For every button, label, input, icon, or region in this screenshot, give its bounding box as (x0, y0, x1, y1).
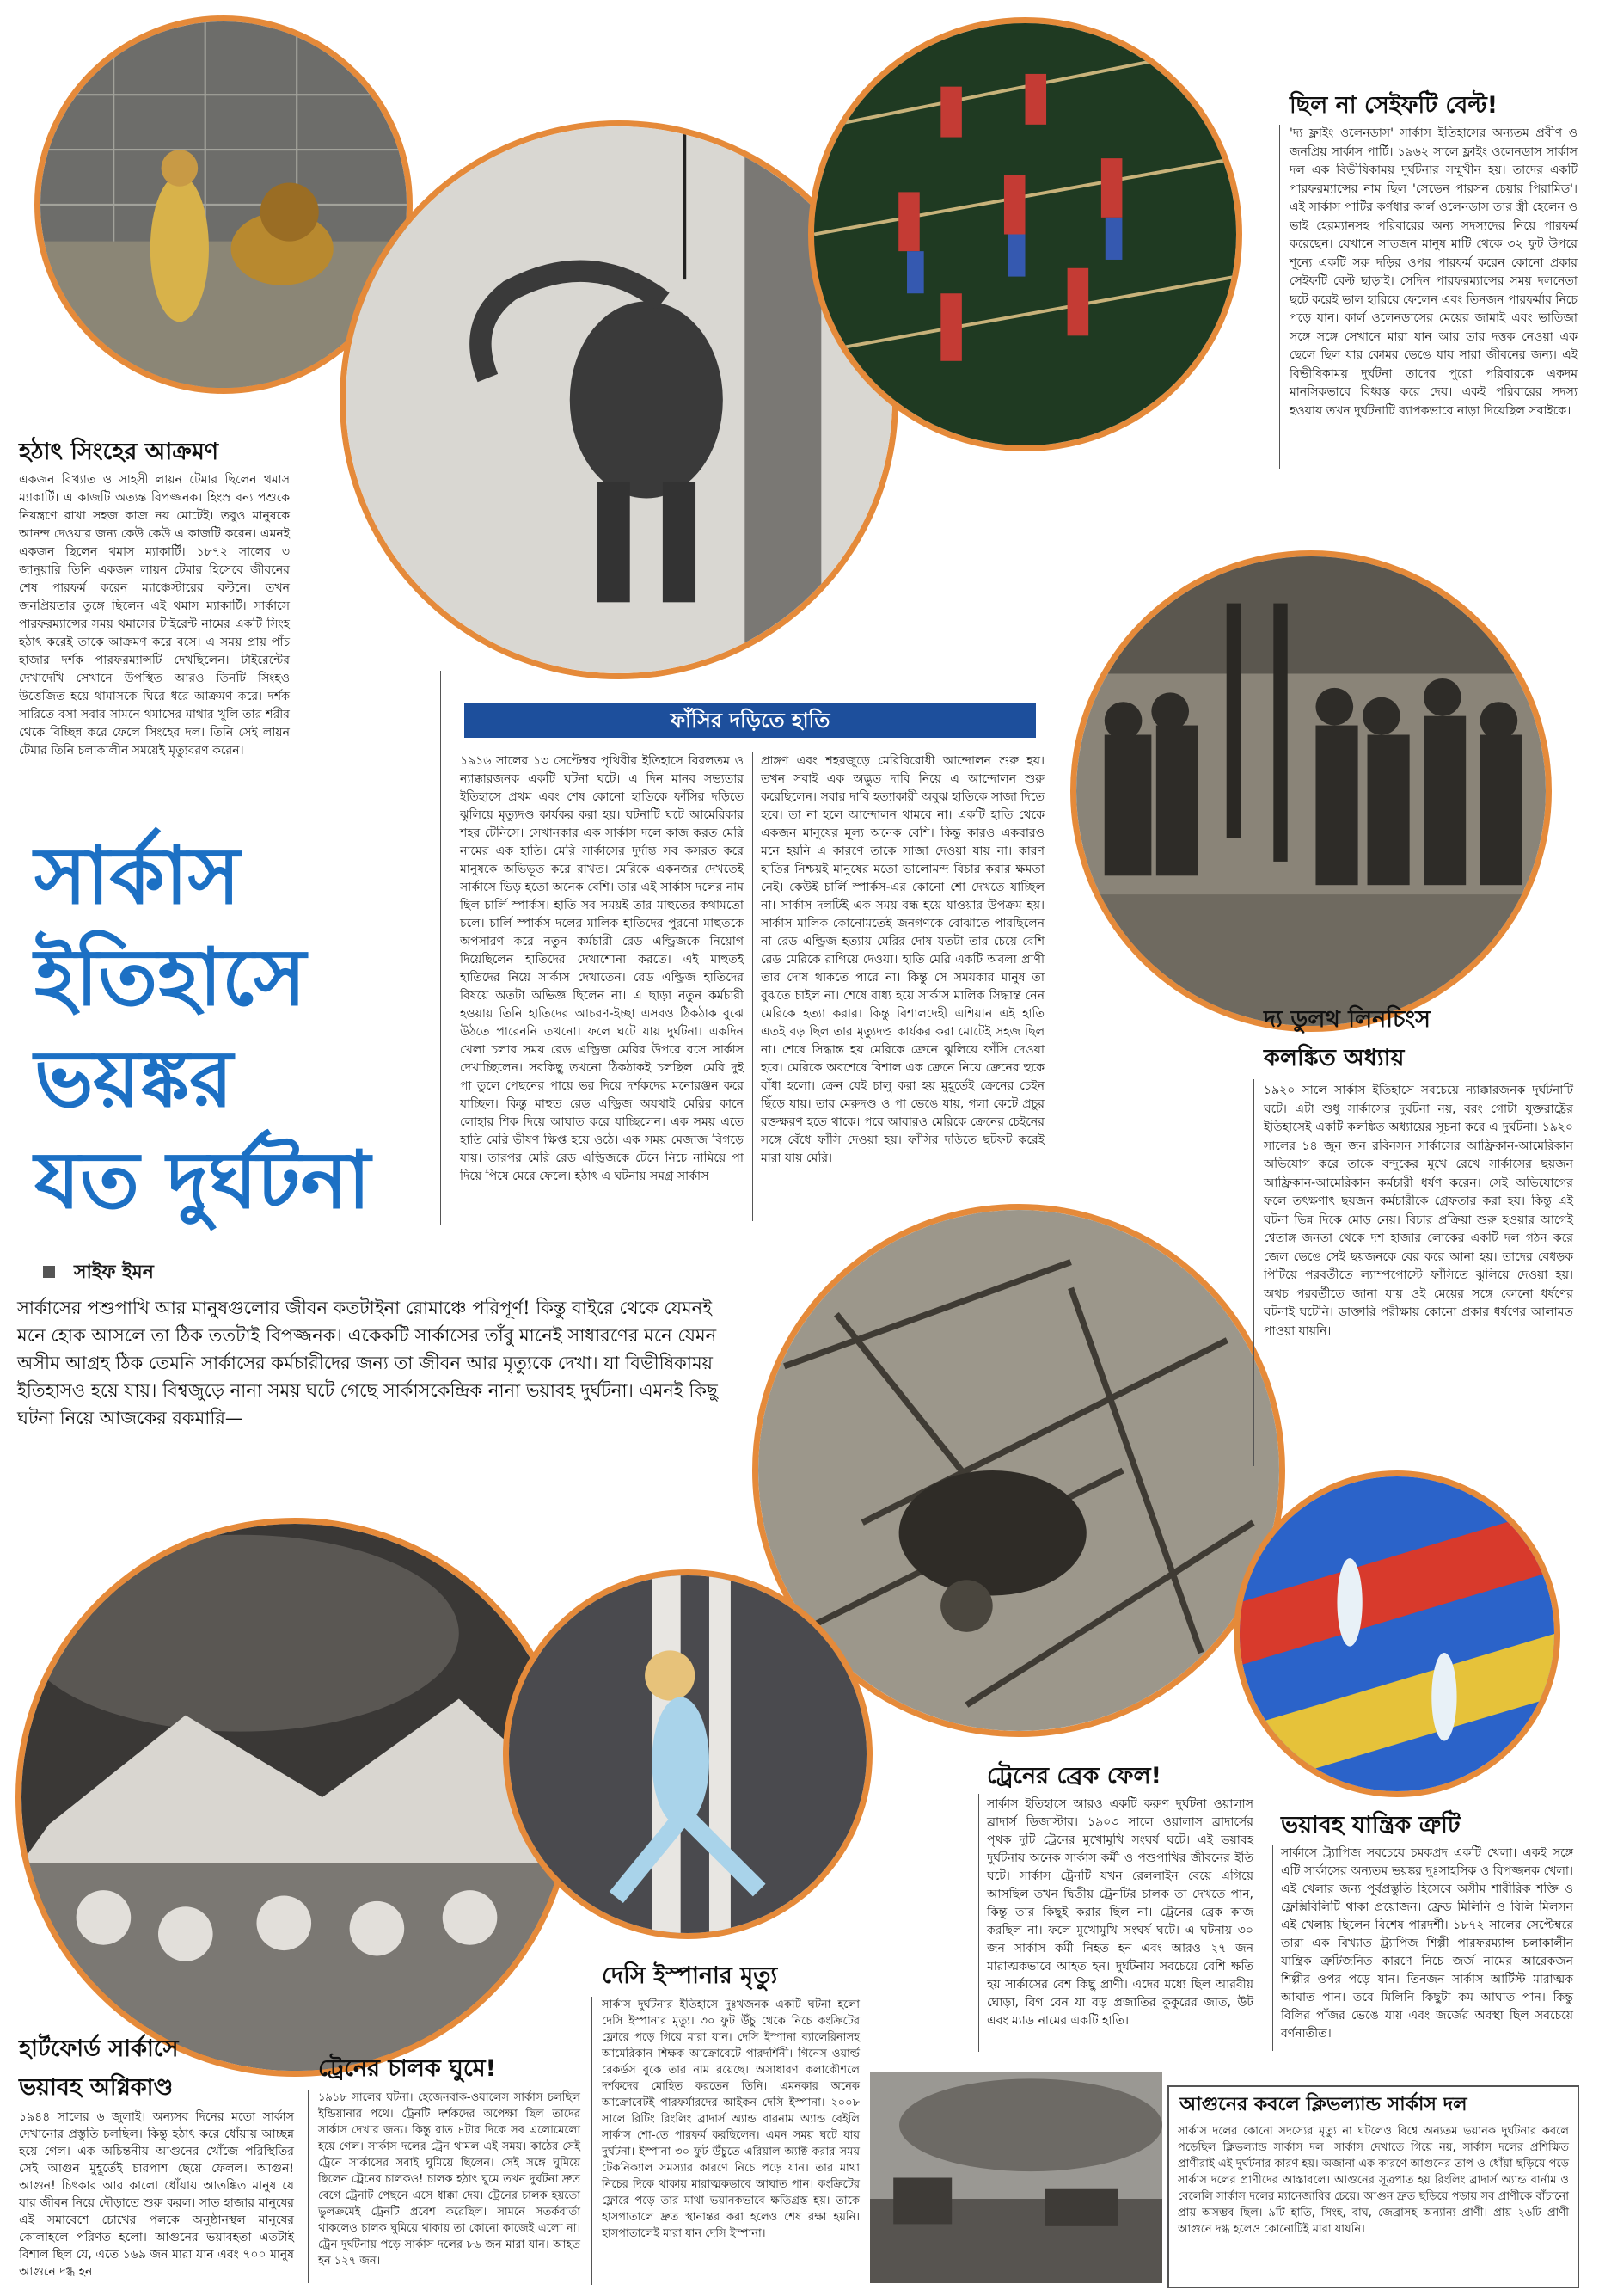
seatbelt-column-rule (1279, 125, 1280, 469)
cleveland-section-box (1167, 2085, 1579, 2288)
aerialist-photo (503, 1569, 873, 1939)
trapeze-photo (1234, 1470, 1560, 1797)
lynching-section-heading-1: দ্য ডুলথ লিনচিংস (1264, 1006, 1431, 1033)
train-column-rule (978, 1794, 979, 2052)
lynching-section-heading-2: কলঙ্কিত অধ্যায় (1264, 1045, 1405, 1071)
seatbelt-section-heading: ছিল না সেইফটি বেল্ট! (1290, 92, 1498, 119)
cleveland-section-heading: আগুনের কবলে ক্লিভল্যান্ড সার্কাস দল (1179, 2094, 1467, 2115)
elephant-left-rule (440, 671, 441, 1225)
duluth-lynching-photo (1070, 550, 1552, 1032)
main-title-line-3: ভয়ঙ্কর (34, 1033, 233, 1125)
driver-section-body: ১৯১৮ সালের ঘটনা। হেজেনবাক-ওয়ালেস সার্কাস চলছিল ইন্ডিয়ানার পথে। ট্রেনটি দর্শকদের অপেক্ষা ছিল তাদের সার্কাস দেখার জন্য। কিন্তু রাত ৪টার দিকে সব এলোমেলো হয়ে গেল। সার্কাস দলের ট্রেন থামল এই সময়। কাঠের সেই ট্রেনে সার্কাসের সবাই ঘুমিয়ে ছিলেন। সেই সঙ্গে ঘুমিয়ে ছিলেন ট্রেনের চালকও! চালক হঠাৎ ঘুমে তখন দুর্ঘটনা দ্রুত বেগে ট্রেনটি পেছনে এসে ধাক্কা দেয়। ট্রেনের চালক হয়তো ভুলক্রমেই ট্রেনটি প্রবেশ করেছিল। সামনে সতর্কবার্তা থাকলেও চালক ঘুমিয়ে থাকায় তা কোনো কাজেই এলো না। ট্রেন দুর্ঘটনায় পড়ে সার্কাস দলের ৮৬ জন মারা যান। আহত হন ১২৭ জন। (318, 2091, 580, 2268)
mechanical-section-heading: ভয়াবহ যান্ত্রিক ত্রুটি (1281, 1812, 1461, 1839)
driver-section-heading: ট্রেনের চালক ঘুমে! (318, 2055, 496, 2082)
byline-author: সাইফ ইমন (74, 1262, 154, 1283)
elephant-section-body-right: প্রাঙ্গণ এবং শহরজুড়ে মেরিবিরোধী আন্দোলন শুরু হয়। তখন সবাই এক অদ্ভুত দাবি নিয়ে এ আন্দোলন শুরু করেছিলেন। সবার দাবি হত্যাকারী অবুঝ হাতিকে সাজা দিতে হবে। তা না হলে আন্দোলন থামবে না। একটি হাতি থেকে একজন মানুষের মূল্য অনেক বেশি। কিন্তু কারও একবারও মনে হয়নি এ কারণে তাকে সাজা দেওয়া যায় না। কারণ হাতির নিশ্চয়ই মানুষের মতো ভালোমন্দ বিচার করার ক্ষমতা নেই। কেউই চার্লি স্পার্কস-এর কোনো শো দেখতে যাচ্ছিল না। সার্কাস দলটিই এক সময় বন্ধ হয়ে যাওয়ার উপক্রম হয়। সার্কাস মালিক কোনোমতেই জনগণকে বোঝাতে পারছিলেন না রেড এল্ড্রিজ হত্যায় মেরির দোষ যতটা তার চেয়ে বেশি রেড মেরিকে রাগিয়ে দেওয়া। হাতি মেরি একটি অবলা প্রাণী তার দোষ থাকতে পারে না। কিন্তু সে সময়কার মানুষ তা বুঝতে চাইল না। শেষে বাধ্য হয়ে সার্কাস মালিক সিদ্ধান্ত নেন মেরিকে হত্যা করার। কিন্তু বিশালদেহী এশিয়ান এই হাতি এতই বড় ছিল তার মৃত্যুদণ্ড কার্যকর করা মোটেই সহজ ছিল না। শেষে সিদ্ধান্ত হয় মেরিকে ক্রেনে ঝুলিয়ে ফাঁসি দেওয়া হবে। মেরিকে অবশেষে বিশাল এক ক্রেনে নিয়ে ক্রেনের হুকে বাঁধা হলো। ক্রেন যেই চালু করা হয় মুহূর্তেই ক্রেনের চেইন ছিঁড়ে যায়। তার মেরুদণ্ড ও পা ভেঙে যায়, গলা কেটে প্রচুর রক্তক্ষরণ হতে থাকে। পরে আবারও মেরিকে ক্রেনের চেইনের সঙ্গে বেঁধে ফাঁসি দেওয়া হয়। ফাঁসির দড়িতে ছটফট করেই মারা যায় মেরি। (761, 754, 1045, 1165)
train-section-heading: ট্রেনের ব্রেক ফেল! (987, 1763, 1161, 1790)
hartford-section-heading-1: হার্টফোর্ড সার্কাসে (19, 2035, 179, 2062)
main-title-line-4: যত দুর্ঘটনা (34, 1134, 371, 1226)
driver-column-rule (308, 2090, 309, 2283)
elephant-middle-rule (752, 752, 753, 1221)
byline-bullet (43, 1266, 55, 1278)
elephant-section-heading: ফাঁসির দড়িতে হাতি (670, 709, 830, 733)
elephant-section-heading-bar (464, 703, 1036, 738)
train-section-body: সার্কাস ইতিহাসে আরও একটি করুণ দুর্ঘটনা ওয়ালাস ব্রাদার্স ডিজাস্টার। ১৯০৩ সালে ওয়ালাস ব্রাদার্সের পৃথক দুটি ট্রেনের মুখোমুখি সংঘর্ষ ঘটে। এই ভয়াবহ দুর্ঘটনায় অনেক সার্কাস কর্মী ও পশুপাখির জীবনের ইতি ঘটে। সার্কাস ট্রেনটি যখন রেললাইন বেয়ে এগিয়ে আসছিল তখন দ্বিতীয় ট্রেনটির চালক তা দেখতে পান, কিন্তু তার কিছুই করার ছিল না। ট্রেনের ব্রেক কাজ করছিল না। ফলে মুখোমুখি সংঘর্ষ ঘটে। এ ঘটনায় ৩০ জন সার্কাস কর্মী নিহত হন এবং আরও ২৭ জন মারাত্মকভাবে আহত হন। দুর্ঘটনায় সবচেয়ে বেশি ক্ষতি হয় সার্কাসের বেশ কিছু প্রাণী। এদের মধ্যে ছিল আরবীয় ঘোড়া, বিগ বেন যা বড় প্রজাতির কুকুরের জাত, উট এবং ম্যাড নামের একটি হাতি। (987, 1797, 1253, 2028)
cleveland-section-body: সার্কাস দলের কোনো সদস্যের মৃত্যু না ঘটলেও বিশ্বে অন্যতম ভয়ানক দুর্ঘটনার কবলে পড়েছিল ক্লিভল্যান্ড সার্কাস দল। সার্কাস দেখাতে গিয়ে নয়, সার্কাস দলের প্রশিক্ষিত প্রাণীরাই এই দুর্ঘটনার কারণ হয়। অজানা এক কারণে আগুনের তাপ ও ধোঁয়া ছড়িয়ে পড়ে সার্কাস দলের প্রাণীদের আস্তাবলে। আগুনের সূত্রপাত হয় রিংলিং ব্রাদার্স অ্যান্ড বার্নাম ও বেলেলি সার্কাস দলের ম্যানেজারির চেয়ে। আগুন দ্রুত ছড়িয়ে পড়ায় সব প্রাণীকে বাঁচানো প্রায় অসম্ভব ছিল। ৯টি হাতি, সিংহ, বাঘ, জেব্রাসহ অন্যান্য প্রাণী। প্রায় ২৬টি প্রাণী আগুনে দগ্ধ হলেও কোনোটিই মারা যায়নি। (1178, 2125, 1569, 2236)
hartford-section-heading-2: ভয়াবহ অগ্নিকাণ্ড (19, 2074, 174, 2101)
main-title-line-1: সার্কাস (34, 830, 241, 922)
elephant-section-body-left: ১৯১৬ সালের ১৩ সেপ্টেম্বর পৃথিবীর ইতিহাসে বিরলতম ও ন্যাক্কারজনক একটি ঘটনা ঘটে। এ দিন মানব সভ্যতার ইতিহাসে প্রথম এবং শেষ কোনো হাতিকে ফাঁসির দড়িতে ঝুলিয়ে মৃত্যুদণ্ড কার্যকর করা হয়। ঘটনাটি ঘটে আমেরিকার শহর টেনিসে। সেখানকার এক সার্কাস দলে কাজ করত মেরি নামের এক হাতি। মেরি সার্কাসের দুর্দান্ত সব কসরত করে মানুষকে অভিভূত করে রাখত। মেরিকে একনজর দেখতেই সার্কাসে ভিড় হতো অনেক বেশি। তার এই সার্কাস দলের নাম ছিল চার্লি স্পার্কস। হাতি সব সময়ই তার মাহুতের কথামতো চলে। চার্লি স্পার্কস দলের মালিক হাতিদের পুরনো মাহুতকে অপসারণ করে নতুন কর্মচারী রেড এল্ড্রিজকে নিয়োগ দিয়েছিলেন হাতিদের দেখাশোনা করতে। এই মাহুতই হাতিদের নিয়ে সার্কাস দেখাতেন। রেড এল্ড্রিজ হাতিদের বিষয়ে অতটা অভিজ্ঞ ছিলেন না। এ ছাড়া নতুন কর্মচারী হওয়ায় তিনি হাতিদের আচরণ-ইচ্ছা এসবও ঠিকঠাক বুঝে উঠতে পারেননি তখনো। ফলে ঘটে যায় দুর্ঘটনা। একদিন খেলা চলার সময় রেড এল্ড্রিজ মেরির উপরে বসে সার্কাস দেখাচ্ছিলেন। সবকিছু তখনো ঠিকঠাকই চলছিল। মেরি দুই পা তুলে পেছনের পায়ে ভর দিয়ে দর্শকদের মনোরঞ্জন করে যাচ্ছিল। কিন্তু মাহুত রেড এল্ড্রিজ অযথাই মেরির কানে লোহার শিক দিয়ে আঘাত করে যাচ্ছিলেন। এক সময় এতে হাতি মেরি ভীষণ ক্ষিপ্ত হয়ে ওঠে। এক সময় মেজাজ বিগড়ে যায়। তারপর মেরি রেড এল্ড্রিজকে টেনে নিচে নামিয়ে পা দিয়ে পিষে মেরে ফেলে। হঠাৎ এ ঘটনায় সমগ্র সার্কাস (460, 754, 744, 1183)
hartford-section-body: ১৯৪৪ সালের ৬ জুলাই। অন্যসব দিনের মতো সার্কাস দেখানোর প্রস্তুতি চলছিল। কিন্তু হঠাৎ করে ধোঁয়ায় আচ্ছন্ন হয়ে গেল। এক অচিন্তনীয় আগুনের খোঁজে পরিস্থিতির সেই আগুন মুহূর্তেই চারপাশ ছেয়ে ফেলল। আগুন! আগুন! চিৎকার আর কালো ধোঁয়ায় আতঙ্কিত মানুষ যে যার জীবন নিয়ে দৌড়াতে শুরু করল। সাত হাজার মানুষের এই সমাবেশে চোখের পলকে অনুষ্ঠানস্থল মানুষের কোলাহলে পরিণত হলো। আগুনের ভয়াবহতা এতটাই বিশাল ছিল যে, এতে ১৬৯ জন মারা যান এবং ৭০০ মানুষ আগুনে দগ্ধ হন। (19, 2110, 294, 2279)
mechanical-column-rule (1272, 1845, 1273, 2051)
chair-pyramid-photo (808, 17, 1242, 451)
main-title-line-2: ইতিহাসে (34, 931, 306, 1023)
intro-paragraph: সার্কাসের পশুপাখি আর মানুষগুলোর জীবন কতটাইনা রোমাঞ্চে পরিপূর্ণ! কিন্তু বাইরে থেকে যেমনই মনে হোক আসলে তা ঠিক ততটাই বিপজ্জনক। একেকটি সার্কাসের তাঁবু মানেই সাধারণের মনে যেমন অসীম আগ্রহ ঠিক তেমনি সার্কাসের কর্মচারীদের জন্য তা জীবন আর মৃত্যুকে দেখা। যা বিভীষিকাময় ইতিহাসও হয়ে যায়। বিশ্বজুড়ে নানা সময় ঘটে গেছে সার্কাসকেন্দ্রিক নানা ভয়াবহ দুর্ঘটনা। এমনই কিছু ঘটনা নিয়ে আজকের রকমারি— (17, 1298, 718, 1428)
main-title (34, 826, 438, 1231)
cleveland-fire-photo (870, 2072, 1162, 2283)
seatbelt-section-body: 'দ্য ফ্লাইং ওলেনডাস' সার্কাস ইতিহাসের অন্যতম প্রবীণ ও জনপ্রিয় সার্কাস পার্টি। ১৯৬২ সালে ফ্লাইং ওলেনডাস সার্কাস দল এক বিভীষিকাময় দুর্ঘটনার সম্মুখীন হয়। তাদের একটি পারফরম্যান্সের নাম ছিল 'সেভেন পারসন চেয়ার পিরামিড'। এই সার্কাস পার্টির কর্ণধার কার্ল ওলেনডাস তার স্ত্রী হেলেন ও ভাই হেরম্যানসহ পরিবারের অন্য সদস্যদের নিয়ে পারফর্ম করেছেন। যেখানে সাতজন মানুষ মাটি থেকে ৩২ ফুট উপরে শূন্যে একটি সরু দড়ির ওপর পারফর্ম করেন কোনো প্রকার সেইফটি বেল্ট ছাড়াই। সেদিন পারফরম্যান্সের সময় দলনেতা ছটে করেই ভাল হারিয়ে ফেলেন এবং তিনজন পারফর্মার নিচে পড়ে যান। কার্ল ওলেনডাসের মেয়ের জামাই এবং ভাতিজা সঙ্গে সঙ্গে সেখানে মারা যান আর তার দত্তক নেওয়া এক ছেলে ছিল যার কোমর ভেঙে যায় সারা জীবনের জন্য। এই বিভীষিকাময় দুর্ঘটনা তাদের পুরো পরিবারকে একদম মানসিকভাবে বিধ্বস্ত করে দেয়। একই পরিবারের সদস্য হওয়ায় তখন দুর্ঘটনাটি ব্যাপকভাবে নাড়া দিয়েছিল সবাইকে। (1290, 126, 1578, 418)
ballerina-section-heading: দেসি ইস্পানার মৃত্যু (602, 1962, 778, 1989)
lynching-column-rule (1253, 1079, 1254, 1466)
mechanical-section-body: সার্কাসে ট্র্যাপিজ সবচেয়ে চমকপ্রদ একটি খেলা। একই সঙ্গে এটি সার্কাসের অন্যতম ভয়ঙ্কর দুঃসাহসিক ও বিপজ্জনক খেলা। এই খেলার জন্য পূর্বপ্রস্তুতি হিসেবে অসীম শারীরিক শক্তি ও ফ্লেক্সিবিলিটি থাকা প্রয়োজন। ফ্রেড মিলিনি ও বিলি মিলসন এই খেলায় ছিলেন বিশেষ পারদর্শী। ১৮৭২ সালের সেপ্টেম্বরে তারা এক বিখ্যাত ট্র্যাপিজ শিল্পী পারফরম্যান্স চলাকালীন যান্ত্রিক ত্রুটিজনিত কারণে নিচে জর্জ নামের আরেকজন শিল্পীর ওপর পড়ে যান। তিনজন সার্কাস আর্টিস্ট মারাত্মক আঘাত পান। তবে মিলিনি কিছুটা কম আঘাত পান। কিন্তু বিলির পাঁজর ভেঙে যায় এবং জর্জের অবস্থা ছিল সবচেয়ে বর্ণনাতীত। (1281, 1846, 1573, 2041)
lion-section-heading: হঠাৎ সিংহের আক্রমণ (19, 439, 219, 465)
byline (43, 1257, 154, 1289)
ballerina-column-rule (591, 1997, 592, 2285)
lynching-section-body: ১৯২০ সালে সার্কাস ইতিহাসে সবচেয়ে ন্যাক্কারজনক দুর্ঘটনাটি ঘটে। এটা শুধু সার্কাসের দুর্ঘটনা নয়, বরং গোটা যুক্তরাষ্ট্রের ইতিহাসেই একটি কলঙ্কিত অধ্যায়ের সূচনা করে এ দুর্ঘটনা। ১৯২০ সালের ১৪ জুন জন রবিনসন সার্কাসের আফ্রিকান-আমেরিকান অভিযোগ করে তাকে বন্দুকের মুখে রেখে সার্কাসের ছয়জন আফ্রিকান-আমেরিকান কর্মচারী ধর্ষণ করেন। সেই অভিযোগের ফলে তৎক্ষণাৎ ছয়জন কর্মচারীকে গ্রেফতার করা হয়। কিন্তু এই ঘটনা ভিন্ন দিকে মোড় নেয়। বিচার প্রক্রিয়া শুরু হওয়ার আগেই শ্বেতাঙ্গ জনতা থেকে দশ হাজার লোকের একটি দল গঠন করে জেল ভেঙে সেই ছয়জনকে বের করে আনা হয়। তাদের বেধড়ক পিটিয়ে পরবর্তীতে ল্যাম্পপোস্টে ফাঁসিতে ঝুলিয়ে দেওয়া হয়। অথচ পরবর্তীতে জানা যায় ওই মেয়ের সঙ্গে কোনো ধর্ষণের ঘটনাই ঘটেনি। ডাক্তারি পরীক্ষায় কোনো প্রকার ধর্ষণের আলামত পাওয়া যায়নি। (1264, 1084, 1573, 1338)
ballerina-section-body: সার্কাস দুর্ঘটনার ইতিহাসে দুঃখজনক একটি ঘটনা হলো দেসি ইস্পানার মৃত্যু। ৩০ ফুট উঁচু থেকে নিচে কংক্রিটের ফ্লোরে পড়ে গিয়ে মারা যান। দেসি ইস্পানা ব্যালেরিনাসহ আমেরিকান শিক্ষক আক্রোবেটে পারদর্শিনী। গিনেস ওয়ার্ল্ড রেকর্ডস বুকে তার নাম রয়েছে। অসাধারণ কলাকৌশলে দর্শকদের মোহিত করতেন তিনি। এমনকার অনেক আক্রোবেটই পারফর্মারদের আইকন দেসি ইস্পানা। ২০০৮ সালে রিটিং রিংলিং ব্রাদার্স অ্যান্ড বারনাম অ্যান্ড বেইলি সার্কাস শো-তে পারফর্ম করছিলেন। এমন সময় ঘটে যায় দুর্ঘটনা। ইস্পানা ৩০ ফুট উঁচুতে এরিয়াল অ্যাক্ট করার সময় টেকনিক্যাল সমস্যার কারণে নিচে পড়ে যান। তার মাথা নিচের দিকে থাকায় মারাত্মকভাবে আঘাত পান। কংক্রিটের ফ্লোরে পড়ে তার মাথা ভয়ানকভাবে ক্ষতিগ্রস্ত হয়। তাকে হাসপাতালে দ্রুত স্থানান্তর করা হলেও শেষ রক্ষা হয়নি। হাসপাতালেই মারা যান দেসি ইস্পানা। (602, 1998, 860, 2240)
hartford-fire-photo (15, 1518, 574, 2077)
lion-section-body: একজন বিখ্যাত ও সাহসী লায়ন টেমার ছিলেন থমাস ম্যাকার্টি। এ কাজটি অত্যন্ত বিপজ্জনক। হিংস্র বন্য পশুকে নিয়ন্ত্রণে রাখা সহজ কাজ নয় মোটেই। তবুও মানুষকে আনন্দ দেওয়ার জন্য কেউ কেউ এ কাজটি করেন। এমনই একজন ছিলেন থমাস ম্যাকার্টি। ১৮৭২ সালের ৩ জানুয়ারি তিনি একজন লায়ন টেমার হিসেবে জীবনের শেষ পারফর্ম করেন ম্যাঞ্চেস্টারের বল্টনে। তখন জনপ্রিয়তার তুঙ্গে ছিলেন এই থমাস ম্যাকার্টি। সার্কাসে পারফরম্যান্সের সময় থমাসের টাইরেন্ট নামের একটি সিংহ হঠাৎ করেই তাকে আক্রমণ করে বসে। এ সময় প্রায় পাঁচ হাজার দর্শক পারফরম্যান্সটি দেখছিলেন। টাইরেন্টের দেখাদেখি সেখানে উপস্থিত আরও তিনটি সিংহও উত্তেজিত হয়ে থামাসকে ঘিরে ধরে আক্রমণ করে। দর্শক সারিতে বসা সবার সামনে থমাসের মাথার খুলি তার শরীর থেকে বিচ্ছিন্ন করে ফেলে সিংহের দল। তিনি সেই লায়ন টেমার তিনি চলাকালীন সময়েই মৃত্যুবরণ করেন। (19, 473, 290, 758)
